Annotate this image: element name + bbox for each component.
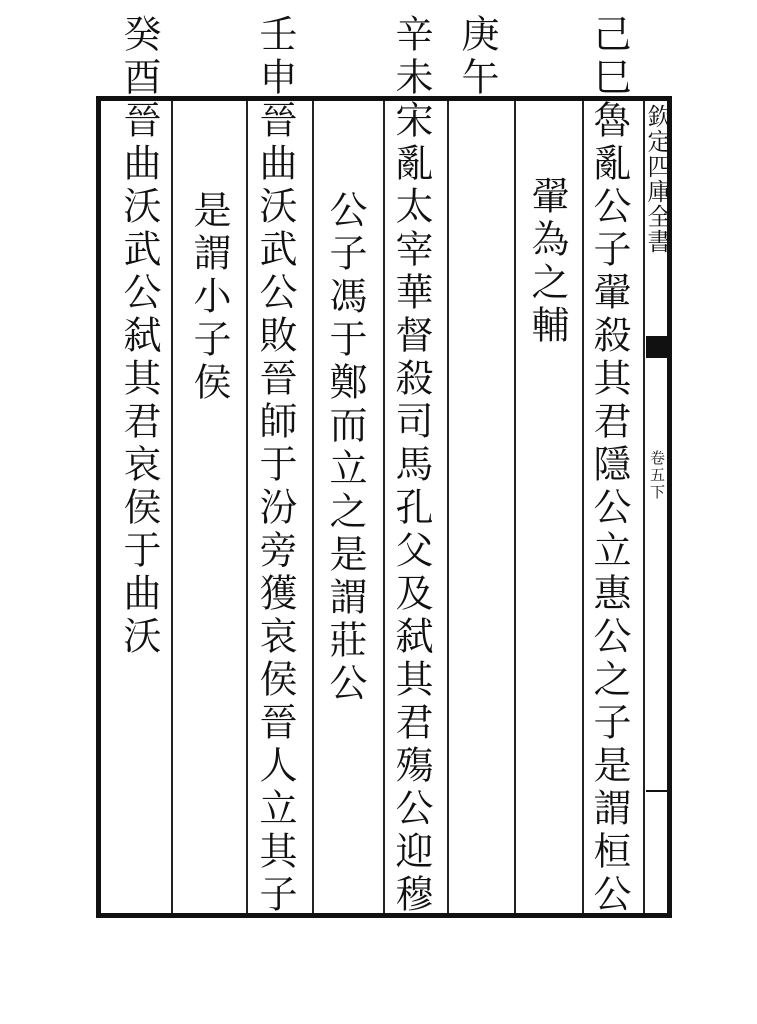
column-rule <box>312 101 314 913</box>
text-column-2: 翬為之輔 <box>525 176 569 348</box>
book-title: 欽定四庫全書 <box>643 104 671 254</box>
text-column-8: 癸酉晉曲沃武公弑其君哀侯于曲沃 <box>117 14 161 659</box>
volume-label: 卷五下 <box>648 450 666 501</box>
text-column-3: 庚午 <box>455 14 499 100</box>
text-column-1: 己巳魯亂公子翬殺其君隱公立惠公之子是謂桓公 <box>587 14 631 917</box>
column-rule <box>246 101 248 913</box>
column-rule <box>447 101 449 913</box>
text-column-7: 是謂小子侯 <box>187 190 231 405</box>
margin-divider <box>646 790 670 792</box>
fish-tail-mark <box>646 336 668 358</box>
column-rule <box>171 101 173 913</box>
column-rule <box>582 101 584 913</box>
column-rule <box>514 101 516 913</box>
text-column-6: 壬申晉曲沃武公敗晉師于汾旁獲哀侯晉人立其子 <box>253 14 297 917</box>
text-column-5: 公子馮于鄭而立之是謂莊公 <box>323 190 367 706</box>
column-rule <box>383 101 385 913</box>
text-column-4: 辛未宋亂太宰華督殺司馬孔父及弑其君殤公迎穆 <box>389 14 433 917</box>
page-frame <box>96 96 672 918</box>
